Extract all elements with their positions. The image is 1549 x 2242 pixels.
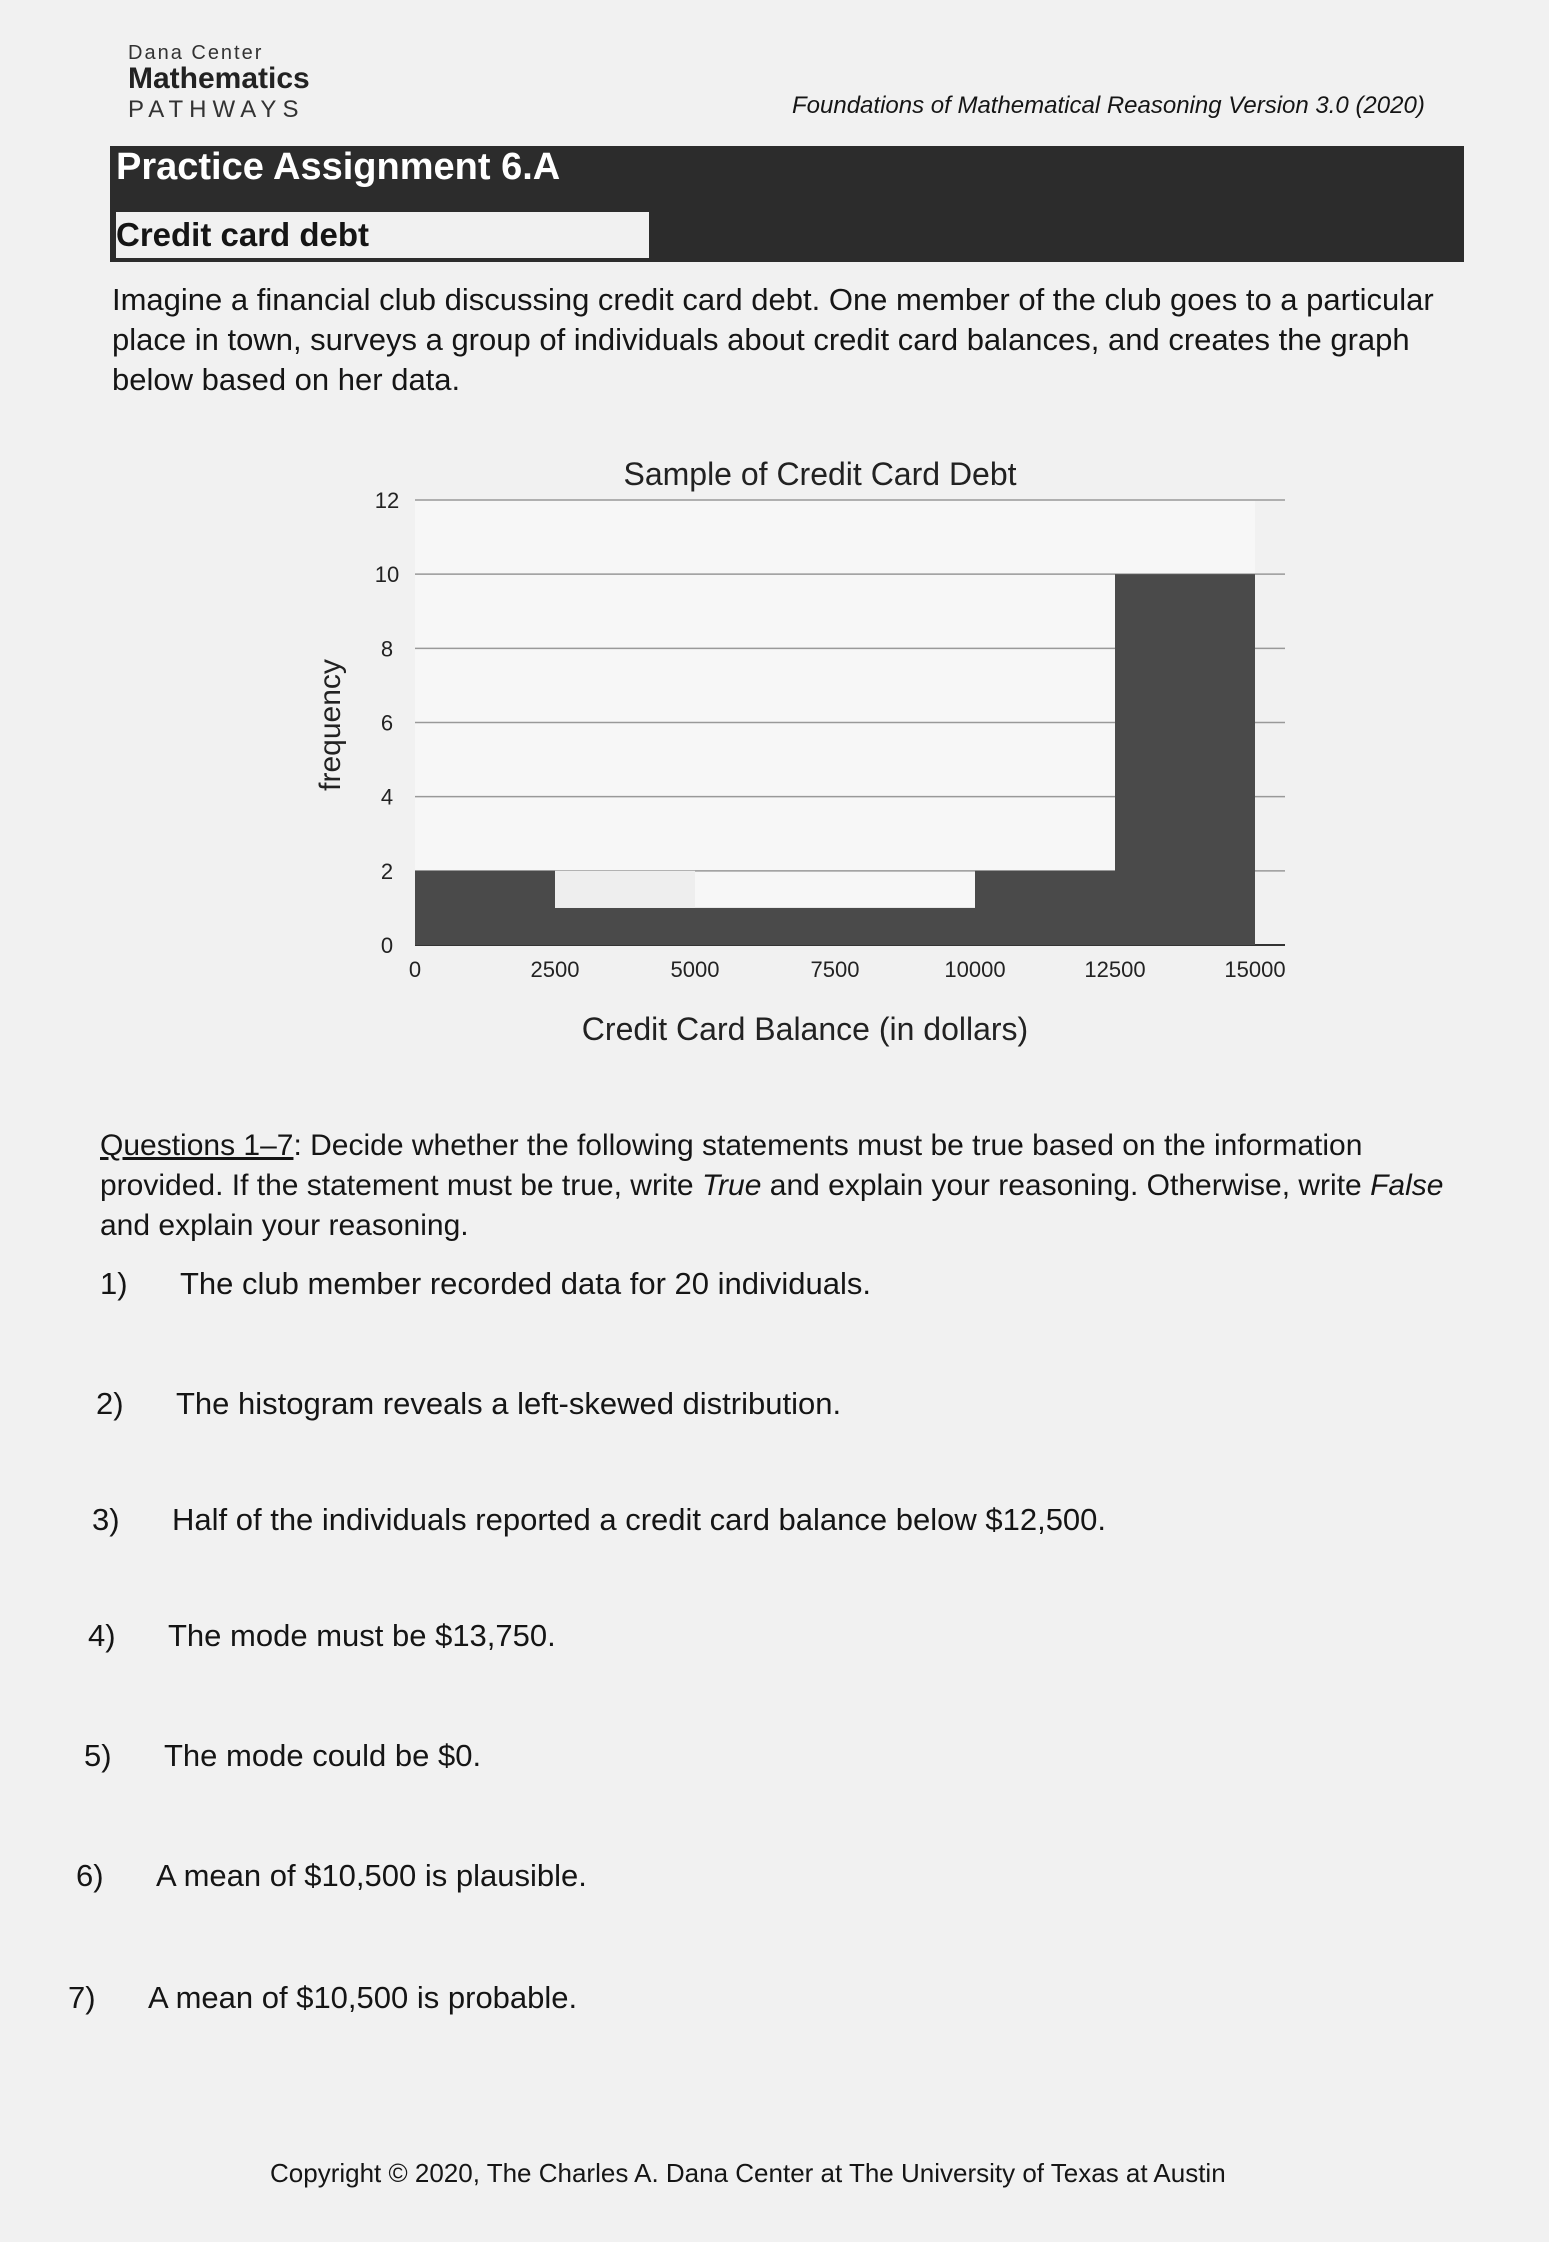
question-number: 7) [68, 1980, 96, 2015]
question-item [92, 1502, 1106, 1538]
y-tick-label: 2 [380, 858, 394, 884]
histogram-bar [555, 908, 695, 945]
x-tick-label: 12500 [1084, 957, 1146, 982]
x-tick-label: 15000 [1224, 957, 1286, 982]
histogram-bar [835, 908, 975, 945]
question-number: 3) [92, 1502, 120, 1537]
question-text: Half of the individuals reported a credit card balance below $12,500. [172, 1502, 1107, 1537]
y-tick-label: 10 [374, 562, 400, 588]
y-tick-label: 12 [374, 488, 400, 513]
x-axis-label: Credit Card Balance (in dollars) [581, 1011, 1029, 1047]
logo-pathways: PATHWAYS [128, 96, 305, 123]
histogram-bar [1115, 574, 1255, 945]
histogram-bar-highlight [555, 871, 695, 908]
histogram-bar [415, 871, 555, 945]
question-number: 2) [96, 1386, 124, 1421]
question-item [100, 1266, 871, 1302]
course-title: Foundations of Mathematical Reasoning Version 3.0 (2020) [792, 92, 1425, 119]
chart-title: Sample of Credit Card Debt [623, 456, 1017, 492]
x-tick-labels [409, 957, 1286, 982]
logo-mathematics: Mathematics [128, 62, 310, 95]
instructions-part-2: and explain your reasoning. Otherwise, write [761, 1169, 1371, 1202]
question-number: 4) [88, 1618, 116, 1653]
intro-paragraph: Imagine a financial club discussing credit card debt. One member of the club goes to a particular place in town, surveys a group of individuals about credit card balances, and creates the graph below based on her data. [112, 282, 1434, 397]
question-number: 6) [76, 1858, 104, 1893]
x-tick-label: 5000 [670, 957, 720, 982]
questions-label: Questions 1–7 [100, 1129, 294, 1162]
question-number: 5) [84, 1738, 112, 1773]
question-text: A mean of $10,500 is probable. [148, 1980, 578, 2015]
x-tick-label: 10000 [944, 957, 1006, 982]
question-item [88, 1618, 556, 1654]
question-item [96, 1386, 841, 1422]
y-tick-label: 6 [380, 710, 394, 736]
logo-dana-center: Dana Center [128, 42, 264, 64]
x-tick-label: 2500 [530, 957, 580, 982]
instructions-part-1: : Decide whether the following statements must be true based on the information provided. If the statement must be true, write [100, 1129, 1363, 1202]
histogram-bar [695, 908, 835, 945]
instructions-part-3: and explain your reasoning. [100, 1209, 469, 1242]
y-tick-label: 4 [380, 784, 394, 810]
questions-instructions [100, 1126, 1460, 1246]
question-text: The mode could be $0. [164, 1738, 482, 1773]
question-item [84, 1738, 481, 1774]
question-text: The histogram reveals a left-skewed distribution. [176, 1386, 842, 1421]
assignment-title: Practice Assignment 6.A [116, 146, 561, 188]
y-tick-label: 8 [380, 636, 394, 662]
y-tick-labels [375, 488, 399, 958]
copyright-footer: Copyright © 2020, The Charles A. Dana Center at The University of Texas at Austin [270, 2158, 1226, 2188]
y-tick-label: 0 [380, 933, 394, 958]
x-tick-label: 7500 [810, 957, 860, 982]
question-text: The club member recorded data for 20 individuals. [180, 1266, 871, 1301]
false-word: False [1370, 1169, 1444, 1202]
question-text: The mode must be $13,750. [168, 1618, 556, 1653]
question-number: 1) [100, 1266, 128, 1301]
y-axis-label: frequency [314, 659, 347, 791]
assignment-subtitle: Credit card debt [116, 212, 649, 258]
question-item [68, 1980, 577, 2016]
question-item [76, 1858, 587, 1894]
question-text: A mean of $10,500 is plausible. [156, 1858, 587, 1893]
x-tick-label: 0 [408, 957, 422, 982]
histogram-chart [280, 455, 1330, 1065]
histogram-bar [975, 871, 1115, 945]
true-word: True [701, 1169, 762, 1202]
